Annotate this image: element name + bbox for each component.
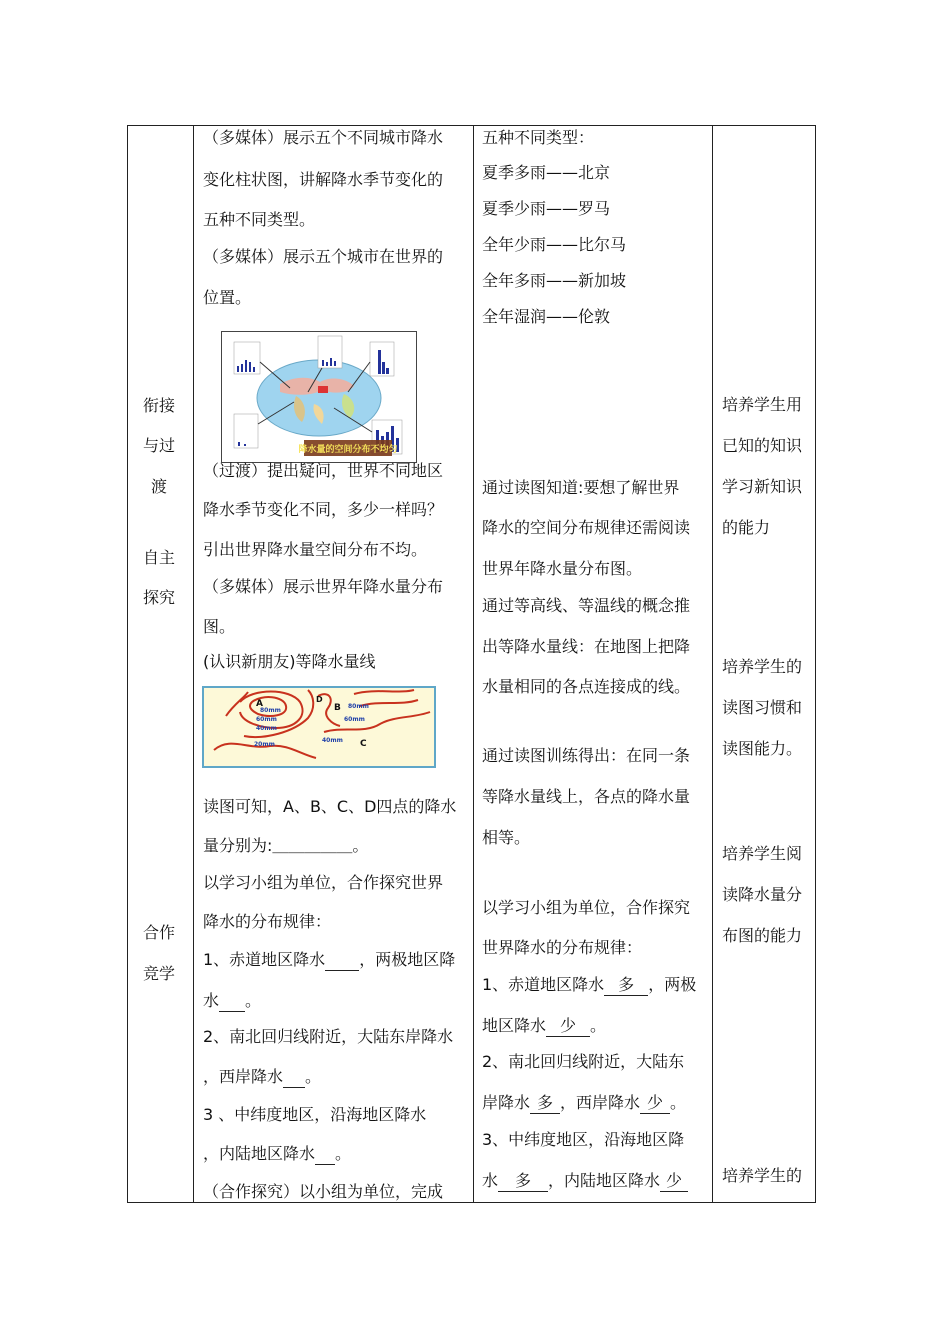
point-label-d: D [316,695,323,704]
answer-fill: 多 [604,975,648,996]
point-label-c: C [360,739,367,749]
stage-label: 探究 [143,588,176,607]
question-line: 2、南北回归线附近，大陆东岸降水 [203,1027,454,1046]
answer-blank [325,950,359,971]
isoline-value: 80mm [348,703,369,710]
text-line: （多媒体）展示五个城市在世界的 [203,247,444,266]
text-line: 五种不同类型： [482,128,595,147]
isoline-value: 20mm [254,741,275,748]
goal-line: 读降水量分 [722,885,803,904]
goal-line: 读图习惯和 [722,698,803,717]
text-line: 引出世界降水量空间分布不均。 [203,540,428,559]
answer-fill: 少 [640,1093,670,1114]
text-line: 位置。 [203,288,252,307]
isoline-value: 80mm [260,707,281,714]
isoline-graphic [204,688,434,766]
stage-label: 与过 [143,436,176,455]
answer-line [482,1093,686,1114]
text-line: 五种不同类型。 [203,210,316,229]
text-line: 降水的空间分布规律还需阅读 [482,518,691,537]
isoline-value: 60mm [344,716,365,723]
answer-text: 。 [670,1093,687,1112]
type-item: 全年多雨——新加坡 [482,271,627,290]
text-line: 水量相同的各点连接成的线。 [482,677,691,696]
answer-text: 1、赤道地区降水 [482,975,605,994]
question-line [203,1144,351,1165]
question-line: 3 、中纬度地区，沿海地区降水 [203,1105,427,1124]
question-text: 1、赤道地区降水 [203,950,326,969]
text-line: 以学习小组为单位，合作探究 [482,898,691,917]
type-item: 夏季多雨——北京 [482,163,611,182]
type-item: 全年少雨——比尔马 [482,235,627,254]
goal-line: 已知的知识 [722,436,803,455]
stage-label: 合作 [143,923,176,942]
answer-fill: 少 [660,1171,688,1192]
question-line [203,1067,321,1088]
text-line: 以学习小组为单位，合作探究世界 [203,873,444,892]
answer-line [482,1171,688,1192]
question-text: 。 [305,1067,322,1086]
text-line: 世界降水的分布规律： [482,938,643,957]
text-line: 降水季节变化不同，多少一样吗？ [203,500,444,519]
point-label-a: A [256,699,263,709]
answer-fill: 多 [530,1093,560,1114]
point-label-b: B [334,703,341,713]
answer-line: 3、中纬度地区，沿海地区降 [482,1130,685,1149]
question-line [203,991,261,1012]
stage-label: 竞学 [143,964,176,983]
question-text: 。 [335,1144,352,1163]
answer-text: 地区降水 [482,1016,547,1035]
goal-line: 培养学生的 [722,1166,803,1185]
text-line: 世界年降水量分布图。 [482,559,643,578]
column-divider [193,126,194,1202]
type-item: 全年湿润——伦敦 [482,307,611,326]
question-text: ，西岸降水 [203,1067,284,1086]
text-line: （过渡）提出疑问，世界不同地区 [203,461,444,480]
text-line: 降水的分布规律： [203,912,332,931]
question-line [203,950,455,971]
goal-line: 布图的能力 [722,926,803,945]
answer-blank [315,1144,335,1165]
column-divider [473,126,474,1202]
answer-fill: 多 [498,1171,548,1192]
answer-blank [219,991,245,1012]
text-line: 通过读图训练得出：在同一条 [482,746,691,765]
world-precipitation-map [221,331,417,463]
goal-line: 的能力 [722,518,771,537]
stage-label: 自主 [143,548,176,567]
map-caption: 降水量的空间分布不均匀 [298,445,398,455]
answer-text: ，内陆地区降水 [548,1171,661,1190]
isoline-value: 60mm [256,716,277,723]
text-line: 通过读图知道:要想了解世界 [482,478,680,497]
text-line: 读图可知，A、B、C、D四点的降水 [203,797,457,816]
answer-text: 。 [590,1016,607,1035]
text-line: 相等。 [482,828,531,847]
goal-line: 培养学生阅 [722,844,803,863]
text-line: 量分别为:＿＿＿＿＿。 [203,836,369,855]
text-line: （多媒体）展示五个不同城市降水 [203,128,444,147]
isoline-value: 40mm [256,725,277,732]
text-line: 图。 [203,617,236,636]
question-text: 。 [245,991,262,1010]
goal-line: 读图能力。 [722,739,803,758]
column-divider [712,126,713,1202]
text-line: 等降水量线上，各点的降水量 [482,787,691,806]
answer-text: ，两极 [648,975,697,994]
stage-label: 渡 [151,477,168,496]
text-line: （多媒体）展示世界年降水量分布 [203,577,444,596]
goal-line: 培养学生的 [722,657,803,676]
text-line: 通过等高线、等温线的概念推 [482,596,691,615]
question-text: ，两极地区降 [359,950,456,969]
goal-line: 培养学生用 [722,395,803,414]
question-text: 水 [203,991,220,1010]
isoline-value: 40mm [322,737,343,744]
map-graphic [222,332,416,462]
answer-blank [283,1067,305,1088]
answer-text: 岸降水 [482,1093,531,1112]
answer-text: ，西岸降水 [560,1093,641,1112]
answer-text: 水 [482,1171,499,1190]
isoline-map [202,686,436,768]
text-line: (认识新朋友)等降水量线 [203,652,376,671]
stage-label: 衔接 [143,396,176,415]
answer-line: 2、南北回归线附近，大陆东 [482,1052,685,1071]
question-text: ，内陆地区降水 [203,1144,316,1163]
answer-fill: 少 [546,1016,590,1037]
goal-line: 学习新知识 [722,477,803,496]
text-line: 变化柱状图，讲解降水季节变化的 [203,170,444,189]
answer-line [482,1016,606,1037]
type-item: 夏季少雨——罗马 [482,199,611,218]
text-line: （合作探究）以小组为单位，完成 [203,1182,444,1201]
answer-line [482,975,696,996]
text-line: 出等降水量线：在地图上把降 [482,637,691,656]
